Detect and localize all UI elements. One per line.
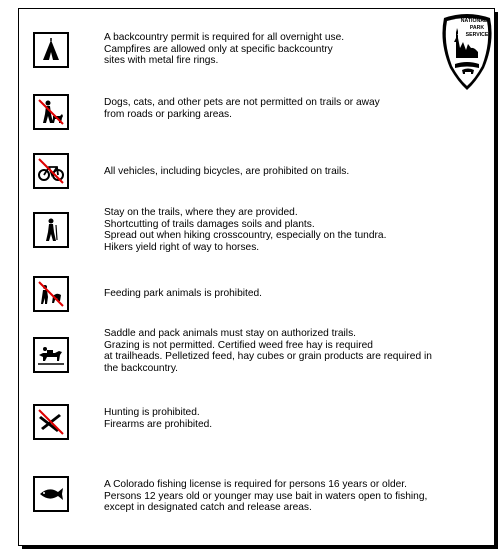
hunting-icon: [33, 404, 69, 440]
rule-text: Saddle and pack animals must stay on authorized trails. Grazing is not permitted. Certified weed free hay is required at trailheads. Pelletized feed, hay cubes or grain products are required in the backcountry.: [104, 328, 432, 374]
feeding-animals-icon: [33, 276, 69, 312]
hiker-icon: [33, 212, 69, 248]
pack-horse-icon: [33, 337, 69, 373]
svg-text:SERVICE: SERVICE: [465, 32, 489, 38]
rule-text: A backcountry permit is required for all overnight use. Campfires are allowed only at specific backcountry sites with metal fire rings.: [104, 32, 345, 67]
tent-icon: [33, 32, 69, 68]
panel-shadow-bottom: [22, 546, 498, 549]
hiker-with-dog-icon: [33, 94, 69, 130]
rule-text: Dogs, cats, and other pets are not permitted on trails or away from roads or parking areas.: [104, 97, 380, 120]
bicycle-icon: [33, 153, 69, 189]
svg-text:NATIONAL: NATIONAL: [460, 18, 488, 24]
rule-text: All vehicles, including bicycles, are prohibited on trails.: [104, 166, 350, 177]
fish-icon: [33, 476, 69, 512]
rule-text: Feeding park animals is prohibited.: [104, 288, 262, 299]
rule-text: Stay on the trails, where they are provided. Shortcutting of trails damages soils and plants. Spread out when hiking crosscountry, especially on the tundra. Hikers yield right of way to horses.: [104, 207, 387, 253]
rule-text: A Colorado fishing license is required for persons 16 years or older. Persons 12 years old or younger may use bait in waters open to fishing, except in designated catch and release areas.: [104, 479, 428, 514]
panel-shadow-right: [495, 12, 498, 549]
rule-text: Hunting is prohibited. Firearms are prohibited.: [104, 407, 213, 430]
svg-text:PARK: PARK: [469, 25, 485, 31]
rules-panel: [18, 8, 495, 546]
